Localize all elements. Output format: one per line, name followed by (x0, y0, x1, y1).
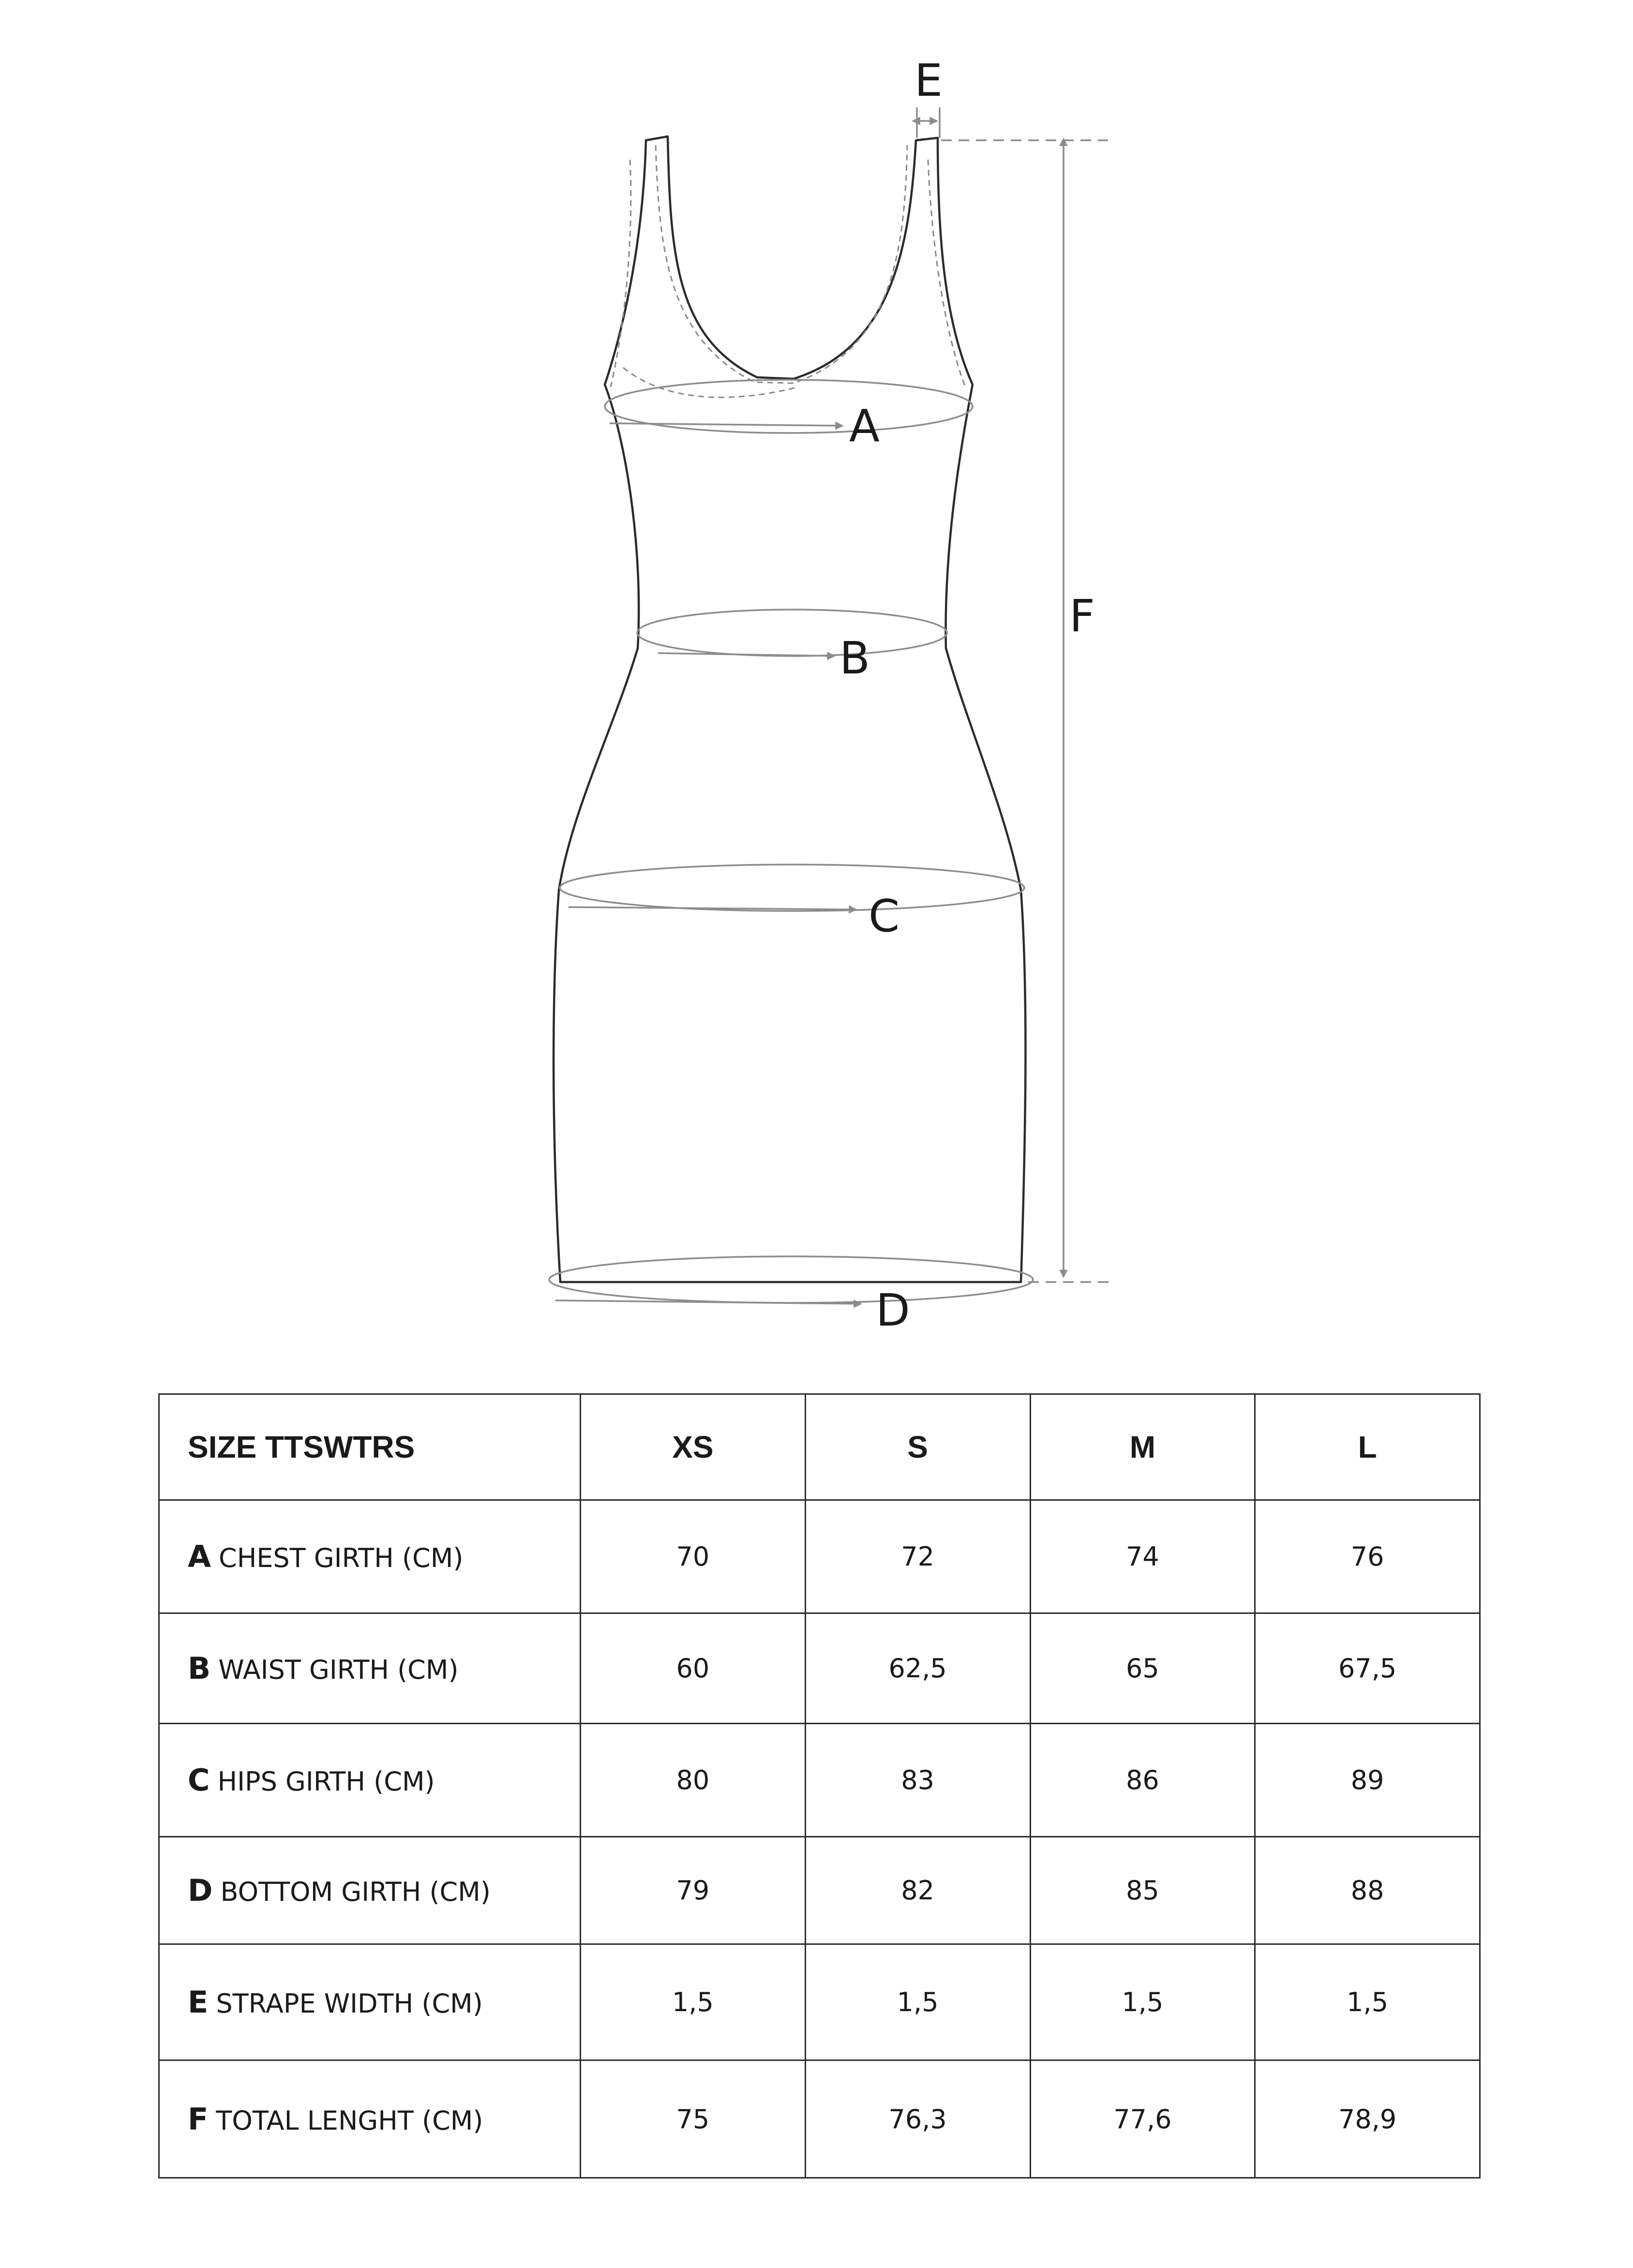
size-s-header: S (805, 1394, 1030, 1500)
table-cell: 88 (1255, 1837, 1480, 1944)
table-cell: 1,5 (581, 1944, 806, 2060)
label-b: B (839, 632, 870, 684)
row-label (159, 1944, 581, 2060)
table-cell: 74 (1030, 1500, 1255, 1613)
size-xs-header: XS (581, 1394, 806, 1500)
row-letter: B (188, 1651, 211, 1686)
label-c: C (869, 890, 900, 942)
table-cell: 79 (581, 1837, 806, 1944)
row-letter: F (188, 2101, 209, 2137)
row-name: STRAPE WIDTH (CM) (216, 1988, 483, 2019)
table-cell: 1,5 (805, 1944, 1030, 2060)
bottom-girth-marker (549, 1256, 1033, 1336)
hips-girth-marker (560, 865, 1024, 942)
row-letter: E (188, 1984, 209, 2020)
table-header-row (159, 1394, 1480, 1500)
table-row (159, 1613, 1480, 1724)
table-cell: 60 (581, 1613, 806, 1724)
row-name: CHEST GIRTH (CM) (218, 1543, 464, 1573)
label-f: F (1069, 590, 1095, 642)
row-letter: C (188, 1762, 210, 1798)
table-row (159, 1500, 1480, 1613)
table-cell: 72 (805, 1500, 1030, 1613)
row-name: HIPS GIRTH (CM) (217, 1766, 435, 1797)
row-label (159, 1613, 581, 1724)
chest-girth-marker (605, 380, 973, 452)
table-cell: 70 (581, 1500, 806, 1613)
table-cell: 82 (805, 1837, 1030, 1944)
table-cell: 76 (1255, 1500, 1480, 1613)
row-letter: A (188, 1539, 211, 1574)
table-cell: 76,3 (805, 2060, 1030, 2178)
table-cell: 75 (581, 2060, 806, 2178)
table-cell: 80 (581, 1724, 806, 1837)
dress-outline (554, 136, 1025, 1282)
row-name: WAIST GIRTH (CM) (218, 1655, 459, 1685)
table-cell: 77,6 (1030, 2060, 1255, 2178)
table-cell: 67,5 (1255, 1613, 1480, 1724)
table-cell: 65 (1030, 1613, 1255, 1724)
table-row (159, 1724, 1480, 1837)
row-name: TOTAL LENGHT (CM) (216, 2105, 483, 2136)
table-cell: 86 (1030, 1724, 1255, 1837)
size-m-header: M (1030, 1394, 1255, 1500)
waist-girth-marker (637, 610, 947, 684)
label-e: E (914, 55, 943, 106)
label-d: D (876, 1284, 910, 1336)
table-row (159, 2060, 1480, 2178)
row-label (159, 1837, 581, 1944)
table-cell: 1,5 (1255, 1944, 1480, 2060)
size-l-header: L (1255, 1394, 1480, 1500)
row-label (159, 2060, 581, 2178)
row-label (159, 1500, 581, 1613)
table-cell: 1,5 (1030, 1944, 1255, 2060)
table-cell: 83 (805, 1724, 1030, 1837)
row-name: BOTTOM GIRTH (CM) (220, 1877, 491, 1907)
table-cell: 78,9 (1255, 2060, 1480, 2178)
size-chart-table (158, 1393, 1481, 2178)
row-label (159, 1724, 581, 1837)
table-cell: 62,5 (805, 1613, 1030, 1724)
table-cell: 89 (1255, 1724, 1480, 1837)
table-cell: 85 (1030, 1837, 1255, 1944)
table-title: SIZE TTSWTRS (159, 1394, 581, 1500)
table-row (159, 1837, 1480, 1944)
row-letter: D (188, 1873, 213, 1908)
table-row (159, 1944, 1480, 2060)
strap-width-marker (914, 55, 943, 138)
label-a: A (849, 400, 880, 452)
